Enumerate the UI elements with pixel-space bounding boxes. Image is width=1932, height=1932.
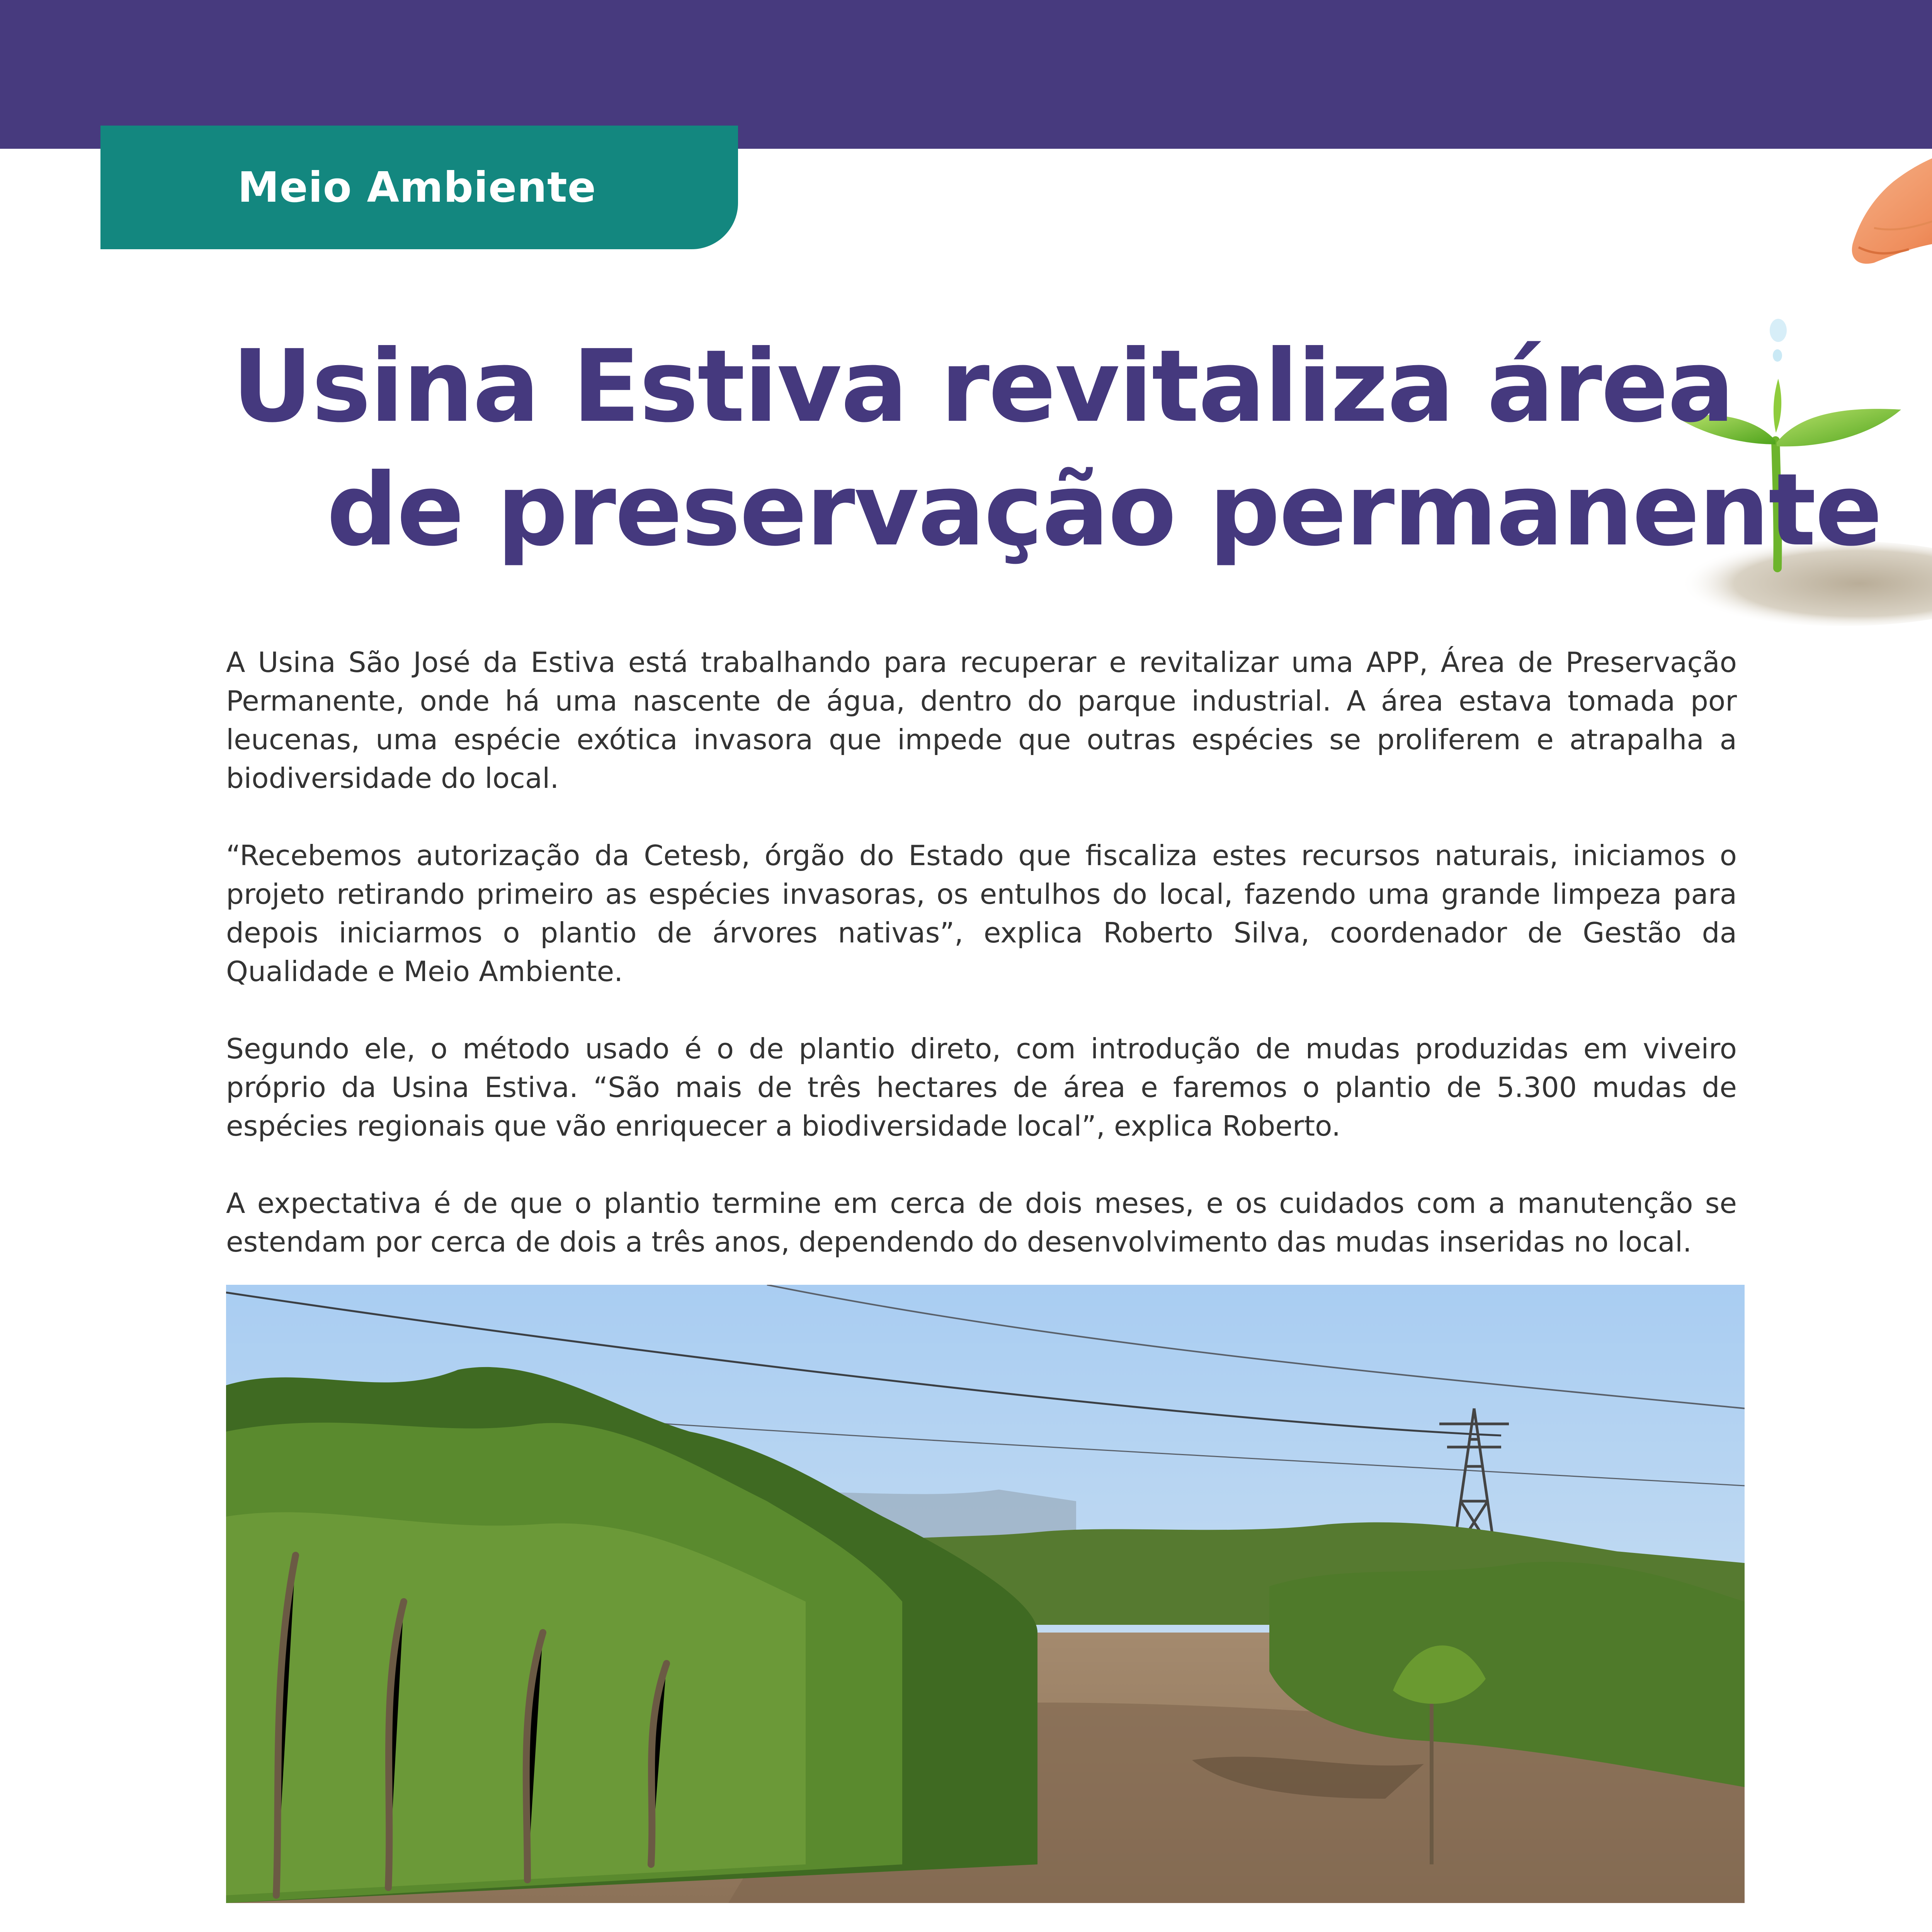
- section-label: Meio Ambiente: [238, 163, 596, 212]
- section-tab: [100, 126, 738, 249]
- article-body: [226, 643, 1737, 1300]
- cleared-area-with-trees-and-power-tower-photo: [226, 1285, 1745, 1903]
- paragraph: A expectativa é de que o plantio termine em cerca de dois meses, e os cuidados com a manutenção se estendam por cerca de dois a três anos, dependendo do desenvolvimento das mudas inseridas no local.: [226, 1187, 1737, 1259]
- paragraph: Segundo ele, o método usado é o de plantio direto, com introdução de mudas produzidas em viveiro próprio da Usina Estiva. “São mais de três hectares de área e faremos o plantio de 5.300 mudas de espécies regionais que vão enriquecer a biodiversidade local”, explica Roberto.: [226, 1033, 1737, 1143]
- title-line-2: de preservação permanente: [327, 452, 1882, 568]
- title-line-1: Usina Estiva revitaliza área: [232, 328, 1734, 444]
- article-title: [232, 325, 1881, 572]
- paragraph: A Usina São José da Estiva está trabalhando para recuperar e revitalizar uma APP, Área de Preservação Permanente, onde há uma nascente de água, dentro do parque industrial. A área estava tomada por leucenas, uma espécie exótica invasora que impede que outras espécies se proliferem e atrapalha a biodiversidade do local.: [226, 646, 1737, 795]
- paragraph: “Recebemos autorização da Cetesb, órgão do Estado que fiscaliza estes recursos naturais, iniciamos o projeto retirando primeiro as espécies invasoras, os entulhos do local, fazendo uma grande limpeza para depois iniciarmos o plantio de árvores nativas”, explica Roberto Silva, coordenador de Gestão da Qualidade e Meio Ambiente.: [226, 840, 1737, 988]
